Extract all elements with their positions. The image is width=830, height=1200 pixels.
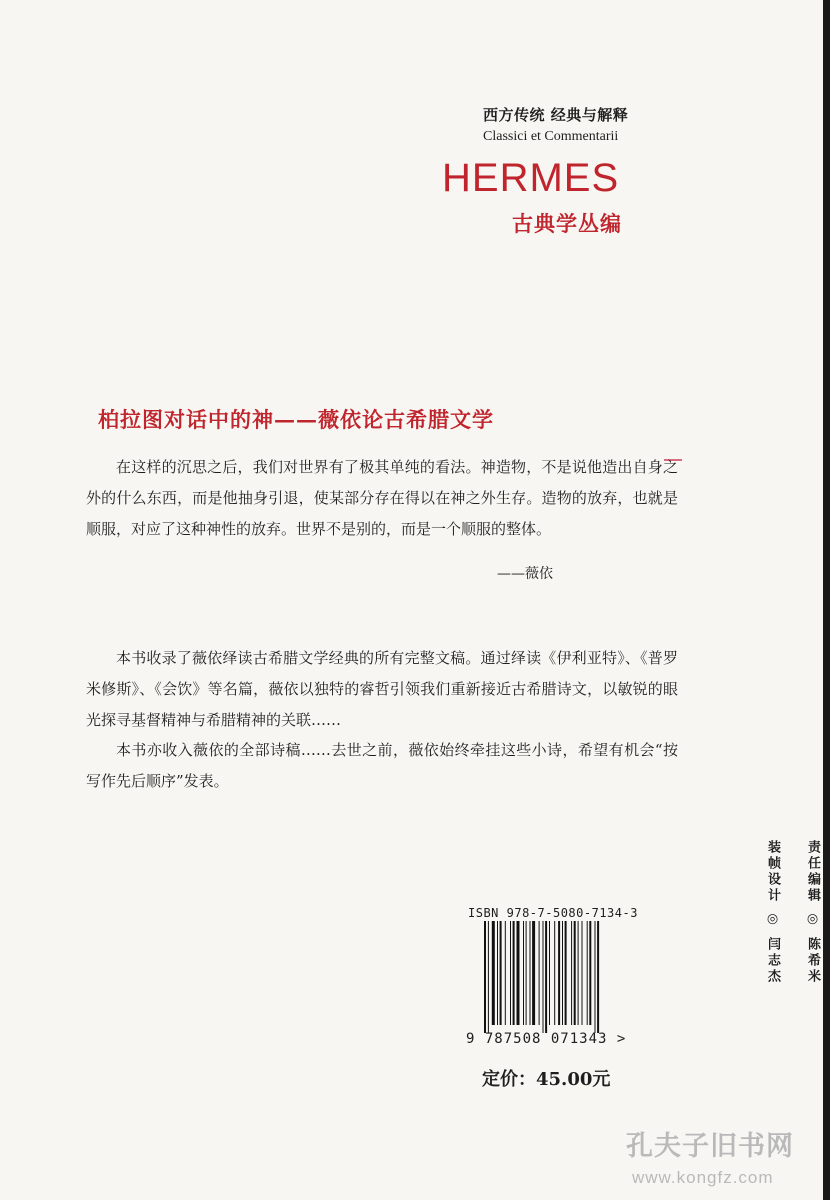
series-header <box>483 104 628 145</box>
barcode-bar <box>565 921 567 1025</box>
description-paragraph-1: 本书收录了薇依绎读古希腊文学经典的所有完整文稿。通过绎读《伊利亚特》、《普罗米修斯》、《会饮》等名篇，薇依以独特的睿哲引领我们重新接近古希腊诗文，以敏锐的眼光探寻基督精神与希腊精神的关联…… <box>86 649 678 729</box>
description-paragraph-2: 本书亦收入薇依的全部诗稿……去世之前，薇依始终牵挂这些小诗，希望有机会“按写作先后顺序”发表。 <box>86 741 678 790</box>
series-chinese-title: 西方传统 经典与解释 <box>483 106 629 124</box>
right-edge-border <box>823 0 830 1200</box>
barcode-bar <box>497 921 498 1025</box>
book-title: 柏拉图对话中的神——薇依论古希腊文学 <box>98 407 494 432</box>
barcode-bar <box>562 921 563 1025</box>
barcode-bar <box>554 921 555 1025</box>
barcode-bar <box>595 921 596 1033</box>
barcode-bar <box>532 921 535 1025</box>
barcode-bar <box>517 921 520 1025</box>
barcode-bar <box>589 921 591 1025</box>
barcode-bar <box>558 921 560 1025</box>
hermes-logo: HERMES <box>442 156 620 200</box>
barcode-bar <box>510 921 511 1025</box>
watermark-url: www.kongfz.com <box>632 1168 774 1187</box>
barcode-bar <box>539 921 540 1025</box>
barcode-bar <box>545 921 547 1033</box>
barcode-bar <box>526 921 527 1025</box>
epigraph-quote: 在这样的沉思之后，我们对世界有了极其单纯的看法。神造物，不是说他造出自身之外的什么东西，而是他抽身引退，使某部分存在得以在神之外生存。造物的放弃，也就是顺服，对应了这种神性的放弃。世界不是别的，而是一个顺服的整体。 <box>86 458 678 538</box>
credits-vertical <box>752 840 830 985</box>
barcode-bar <box>597 921 599 1033</box>
series-latin-title: Classici et Commentarii <box>483 129 619 144</box>
barcode-bar <box>549 921 550 1025</box>
barcode-bar <box>488 921 489 1033</box>
barcode-bar <box>574 921 576 1025</box>
barcode-bar <box>543 921 544 1033</box>
barcode-digits: 9 787508 071343 > <box>466 1031 627 1047</box>
barcode-bar <box>578 921 579 1025</box>
barcode-bar <box>582 921 583 1025</box>
quote-attribution: ——薇依 <box>497 566 553 582</box>
price-label: 定价：45.00元 <box>482 1069 611 1090</box>
isbn-label: ISBN 978-7-5080-7134-3 <box>468 906 638 920</box>
barcode-bar <box>523 921 524 1025</box>
editor-credit: 责任编辑 ◎ 陈希米 <box>805 840 820 986</box>
barcode-bar <box>484 921 486 1033</box>
barcode-bar <box>513 921 515 1025</box>
barcode-bar <box>492 921 495 1025</box>
barcode <box>482 921 642 1033</box>
barcode-bar <box>571 921 572 1025</box>
barcode-bar <box>505 921 506 1025</box>
barcode-bar <box>530 921 531 1025</box>
watermark-text: 孔夫子旧书网 <box>626 1131 794 1162</box>
series-red-subtitle: 古典学丛编 <box>512 211 622 236</box>
designer-credit: 装帧设计 ◎ 闫志杰 <box>765 840 780 986</box>
barcode-bar <box>500 921 502 1025</box>
barcode-bar <box>587 921 588 1025</box>
